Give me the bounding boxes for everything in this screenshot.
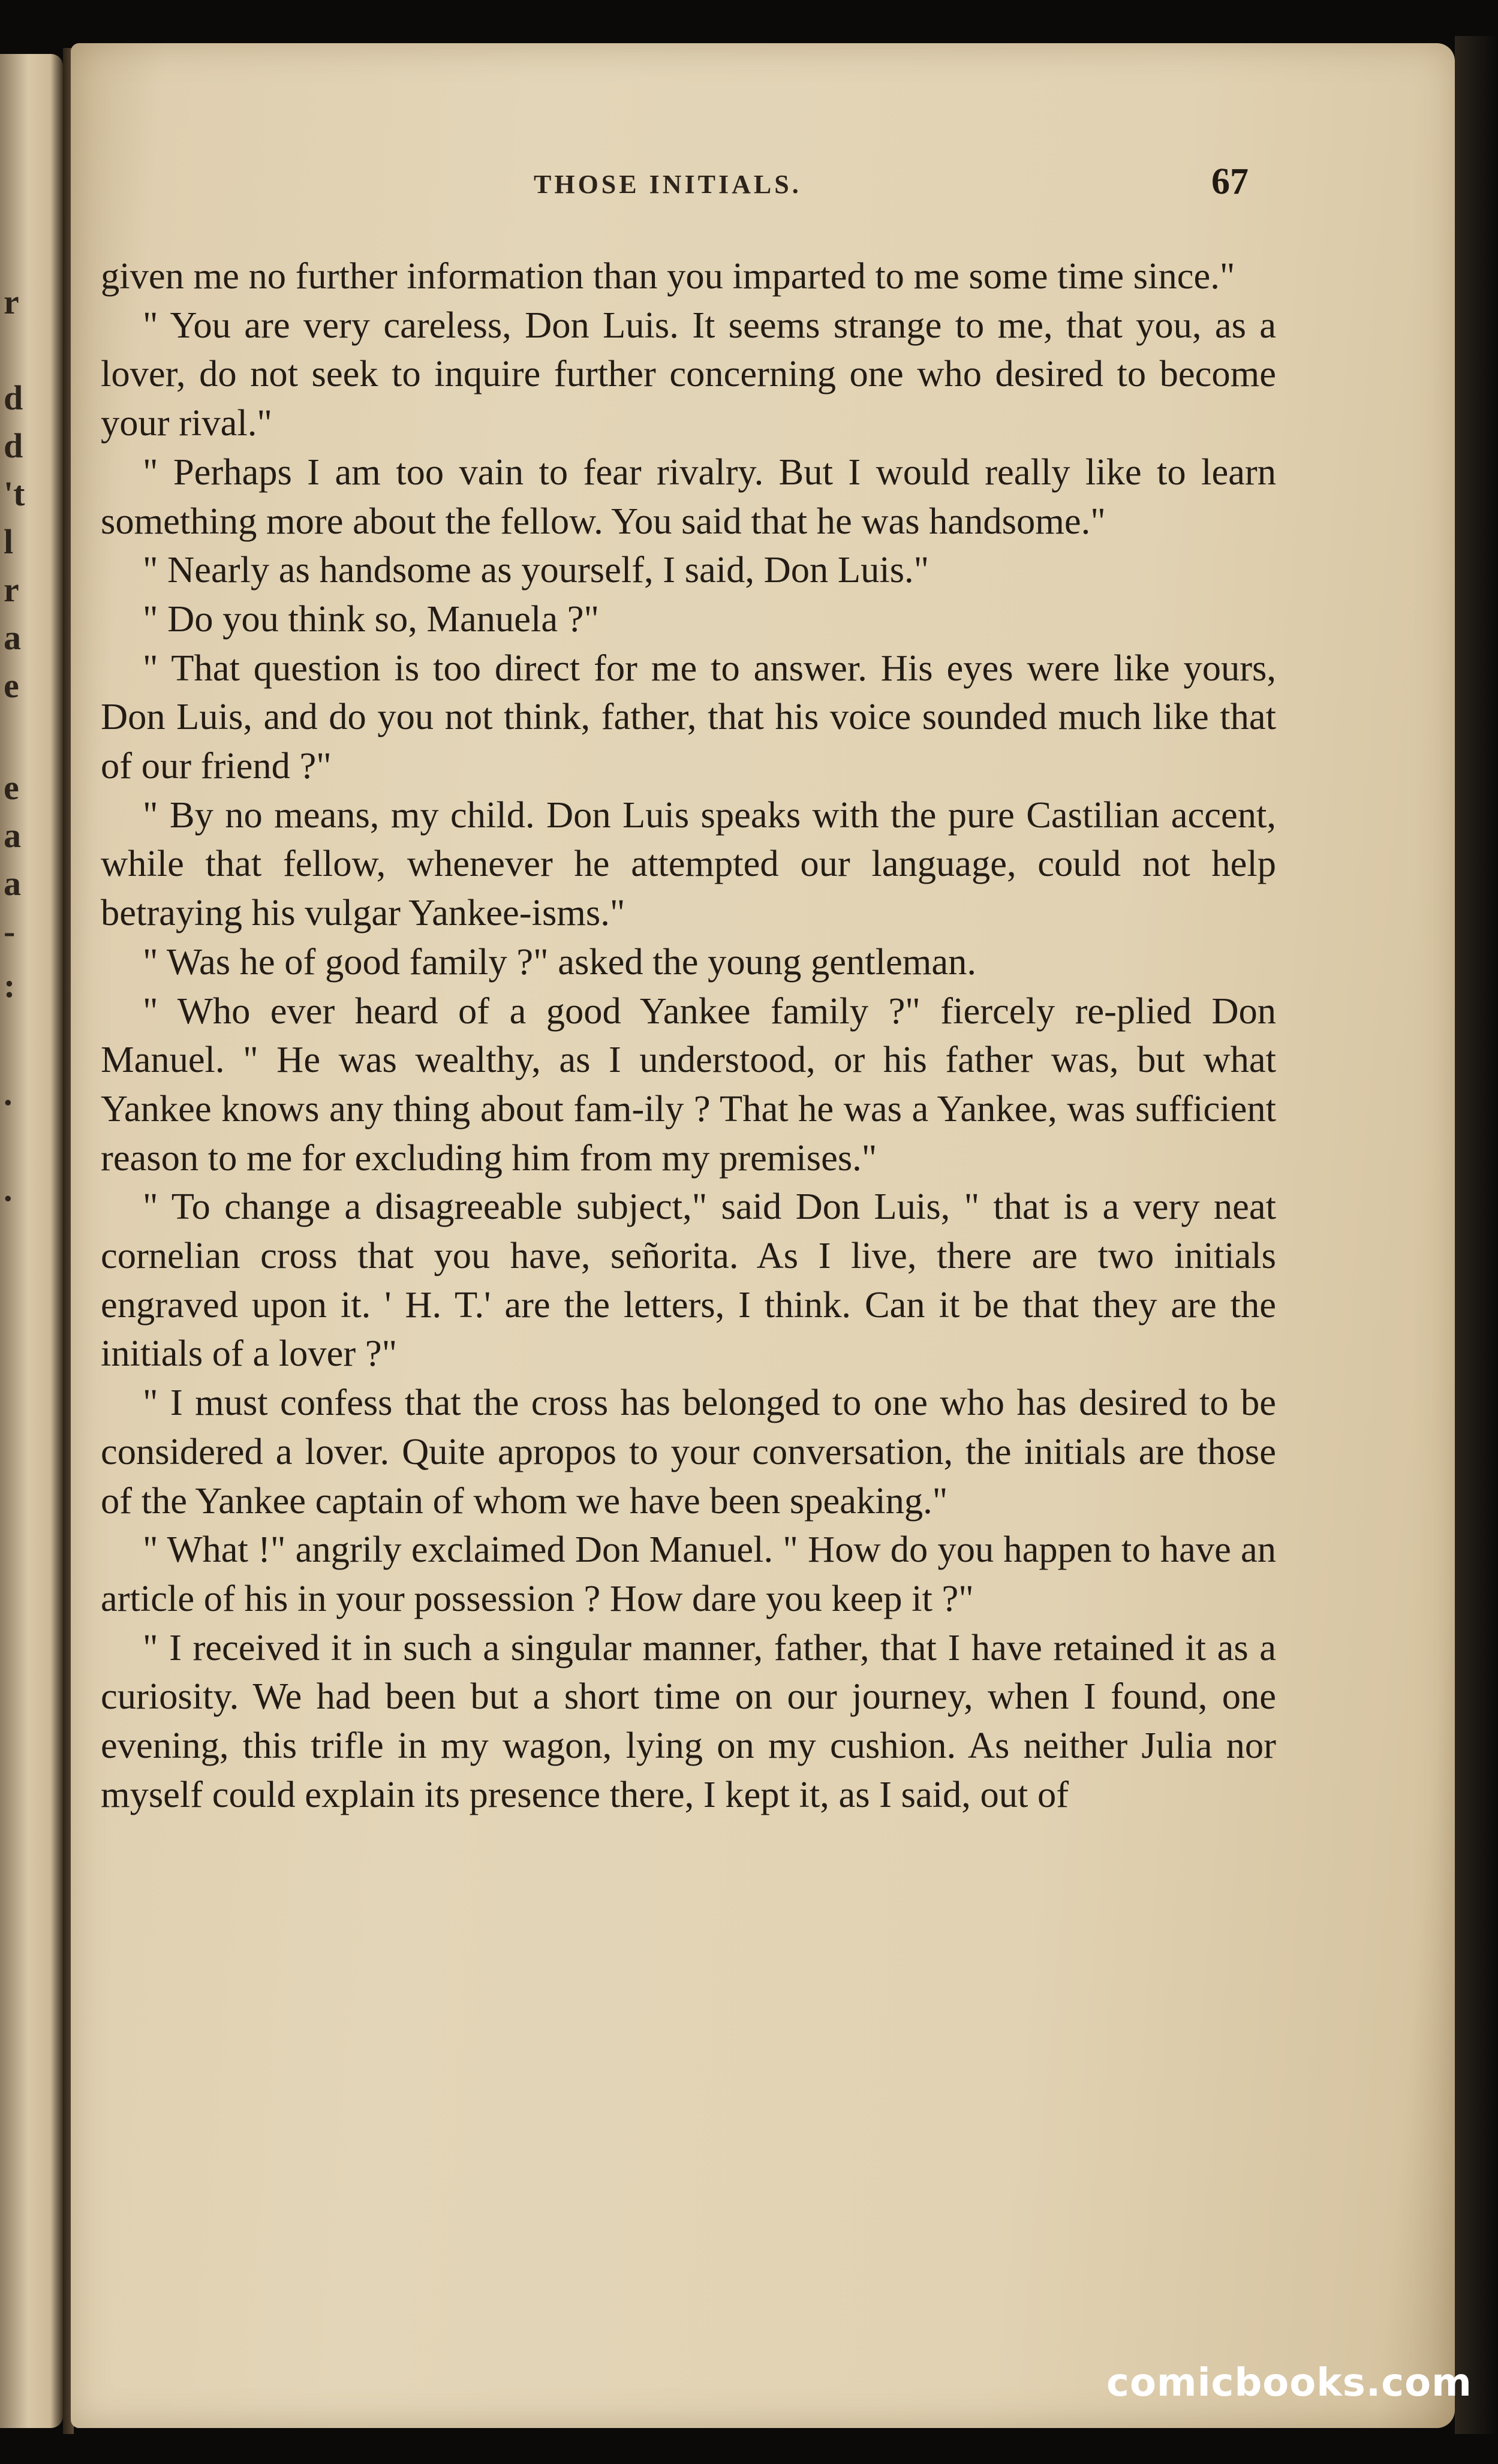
body-text [101, 252, 1276, 1820]
facing-page-fragment: l [4, 522, 14, 561]
facing-page-fragment: e [4, 666, 19, 705]
paragraph: " What !" angrily exclaimed Don Manuel. " How do you happen to have an article of his in your possession ? How dare you keep it ?" [101, 1528, 1276, 1619]
paragraph: " By no means, my child. Don Luis speaks with the pure Castilian accent, while that fellow, whenever he attempted our language, could not help betraying his vulgar Yankee-isms." [101, 793, 1276, 934]
site-watermark: comicbooks.com [1106, 2361, 1472, 2405]
facing-page-fragment: d [4, 426, 23, 465]
facing-page-fragment: d [4, 378, 23, 417]
facing-page-fragment: e [4, 768, 19, 807]
facing-page-fragment: - [4, 912, 16, 951]
facing-page-fragment: . [4, 1074, 13, 1113]
page-edge-shadow [1455, 36, 1498, 2434]
facing-page-fragment: r [4, 282, 19, 321]
facing-page-fragment: 't [4, 474, 25, 513]
facing-page-fragment: . [4, 1170, 13, 1209]
paragraph: " That question is too direct for me to answer. His eyes were like yours, Don Luis, and do you not think, father, that his voice sounded much like that of our friend ?" [101, 646, 1276, 787]
paragraph: " Was he of good family ?" asked the young gentleman. [143, 940, 976, 983]
running-head: THOSE INITIALS. [534, 170, 802, 199]
paragraph: " To change a disagreeable subject," said Don Luis, " that is a very neat cornelian cross that you have, señorita. As I live, there are two initials engraved upon it. ' H. T.' are the letters, I think. Can it be that they are the initials of a lover ?" [101, 1185, 1276, 1375]
facing-page-fragment: a [4, 864, 21, 903]
paragraph: " I received it in such a singular manner, father, that I have retained it as a curiosity. We had been but a short time on our journey, when I found, one evening, this trifle in my wagon, lying on my cushion. As neither Julia nor myself could explain its presence there, I kept it, as I said, out of [101, 1626, 1276, 1815]
paragraph: " You are very careless, Don Luis. It seems strange to me, that you, as a lover, do not seek to inquire further concerning one who desired to become your rival." [101, 303, 1276, 444]
paragraph: given me no further information than you imparted to me some time since." [101, 255, 1235, 297]
paragraph: " Nearly as handsome as yourself, I said, Don Luis." [143, 549, 930, 591]
paragraph: " Perhaps I am too vain to fear rivalry. But I would really like to learn something more about the fellow. You said that he was handsome." [101, 450, 1276, 542]
facing-page-fragment: : [4, 966, 16, 1005]
paragraph: " Do you think so, Manuela ?" [143, 597, 599, 640]
facing-page-fragment: a [4, 618, 21, 657]
page-number: 67 [1211, 161, 1249, 202]
paragraph: " Who ever heard of a good Yankee family ?" fiercely re-plied Don Manuel. " He was wealthy, as I understood, or his father was, but what Yankee knows any thing about fam-ily ? That he was a Yankee, was sufficient reason to me for excluding him from my premises." [101, 989, 1276, 1179]
paragraph: " I must confess that the cross has belonged to one who has desired to be considered a lover. Quite apropos to your conversation, the initials are those of the Yankee captain of whom we have been speaking." [101, 1381, 1276, 1522]
facing-page-edge [0, 54, 63, 2428]
facing-page-fragment: r [4, 570, 19, 609]
facing-page-fragment: a [4, 816, 21, 855]
